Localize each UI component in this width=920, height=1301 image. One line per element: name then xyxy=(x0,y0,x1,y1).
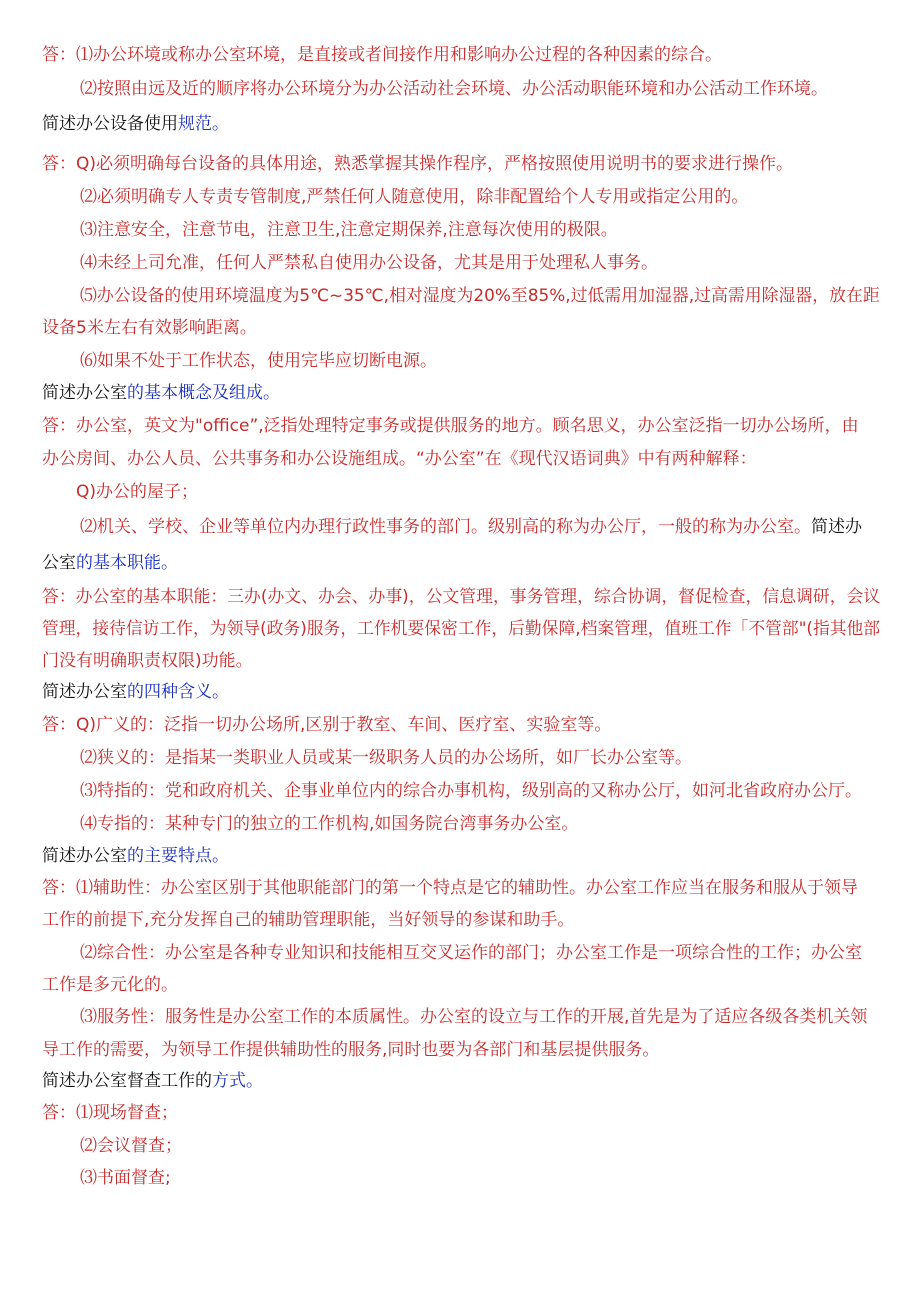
answer-line: ⑹如果不处于工作状态，使用完毕应切断电源。 xyxy=(80,351,437,371)
question-text: 简述办 xyxy=(811,517,862,537)
question-heading xyxy=(42,1070,263,1092)
question-text: 简述办公设备使用 xyxy=(42,114,178,134)
answer-line: 答：⑴辅助性：办公室区别于其他职能部门的第一个特点是它的辅助性。办公室工作应当在服务和服从于领导 xyxy=(42,878,858,898)
question-heading xyxy=(42,681,229,703)
answer-line: 管理，接待信访工作，为领导(政务)服务，工作机要保密工作，后勤保障,档案管理，值班工作「不管部"(指其他部 xyxy=(42,619,881,639)
answer-line: ⑵狭义的：是指某一类职业人员或某一级职务人员的办公场所，如厂长办公室等。 xyxy=(80,748,692,768)
answer-line: 答：办公室的基本职能：三办(办文、办会、办事)，公文管理，事务管理，综合协调，督促检查，信息调研，会议 xyxy=(42,587,881,607)
question-highlight: 的基本职能。 xyxy=(76,553,178,573)
answer-line: 工作的前提下,充分发挥自己的辅助管理职能，当好领导的参谋和助手。 xyxy=(42,910,575,930)
question-highlight: 的四种含义。 xyxy=(127,682,229,702)
question-highlight: 方式。 xyxy=(212,1071,263,1091)
question-heading xyxy=(42,382,280,404)
question-highlight: 的主要特点。 xyxy=(127,846,229,866)
answer-line: ⑵会议督查； xyxy=(80,1136,182,1156)
question-text: 简述办公室 xyxy=(42,846,127,866)
question-heading xyxy=(42,113,229,135)
answer-line: ⑶书面督查; xyxy=(80,1168,171,1188)
answer-line: 答：⑴办公环境或称办公室环境，是直接或者间接作用和影响办公过程的各种因素的综合。 xyxy=(42,45,722,65)
answer-line: 答：⑴现场督查； xyxy=(42,1103,178,1123)
answer-line: 答：Q)广义的：泛指一切办公场所,区别于教室、车间、医疗室、实验室等。 xyxy=(42,715,612,735)
answer-line: ⑶特指的：党和政府机关、企事业单位内的综合办事机构，级别高的又称办公厅，如河北省政府办公厅。 xyxy=(80,781,862,801)
answer-line: ⑶注意安全，注意节电，注意卫生,注意定期保养,注意每次使用的极限。 xyxy=(80,220,618,240)
answer-line: Q)办公的屋子； xyxy=(76,482,199,502)
question-heading xyxy=(42,845,229,867)
answer-line: ⑵按照由远及近的顺序将办公环境分为办公活动社会环境、办公活动职能环境和办公活动工作环境。 xyxy=(80,79,828,99)
answer-line: ⑷专指的：某种专门的独立的工作机构,如国务院台湾事务办公室。 xyxy=(80,814,579,834)
answer-line: 办公房间、办公人员、公共事务和办公设施组成。“办公室”在《现代汉语词典》中有两种解释： xyxy=(42,449,757,469)
answer-line: ⑸办公设备的使用环境温度为5℃~35℃,相对湿度为20%至85%,过低需用加湿器,过高需用除湿器，放在距 xyxy=(80,286,880,306)
answer-line: 工作是多元化的。 xyxy=(42,975,178,995)
question-text: 简述办公室 xyxy=(42,682,127,702)
question-text: 简述办公室督查工作的 xyxy=(42,1071,212,1091)
answer-line: ⑵综合性：办公室是各种专业知识和技能相互交叉运作的部门；办公室工作是一项综合性的工作；办公室 xyxy=(80,943,862,963)
question-highlight: 的基本概念及组成。 xyxy=(127,383,280,403)
answer-line: 答：Q)必须明确每台设备的具体用途，熟悉掌握其操作程序，严格按照使用说明书的要求进行操作。 xyxy=(42,154,794,174)
answer-line: 答：办公室，英文为"office”,泛指处理特定事务或提供服务的地方。顾名思义，办公室泛指一切办公场所，由 xyxy=(42,416,859,436)
answer-line: 门没有明确职责权限)功能。 xyxy=(42,651,253,671)
answer-line: ⑷未经上司允准，任何人严禁私自使用办公设备，尤其是用于处理私人事务。 xyxy=(80,253,658,273)
question-text: 公室 xyxy=(42,553,76,573)
answer-text: ⑵机关、学校、企业等单位内办理行政性事务的部门。级别高的称为办公厅，一般的称为办公室。 xyxy=(80,517,811,537)
answer-line: 设备5米左右有效影响距离。 xyxy=(42,318,257,338)
question-heading xyxy=(42,552,178,574)
answer-line: ⑶服务性：服务性是办公室工作的本质属性。办公室的设立与工作的开展,首先是为了适应各级各类机关领 xyxy=(80,1007,868,1027)
answer-line: 导工作的需要，为领导工作提供辅助性的服务,同时也要为各部门和基层提供服务。 xyxy=(42,1040,660,1060)
question-highlight: 规范。 xyxy=(178,114,229,134)
answer-line: ⑵必须明确专人专责专管制度,严禁任何人随意使用，除非配置给个人专用或指定公用的。 xyxy=(80,187,749,207)
question-text: 简述办公室 xyxy=(42,383,127,403)
mixed-line xyxy=(80,516,862,538)
